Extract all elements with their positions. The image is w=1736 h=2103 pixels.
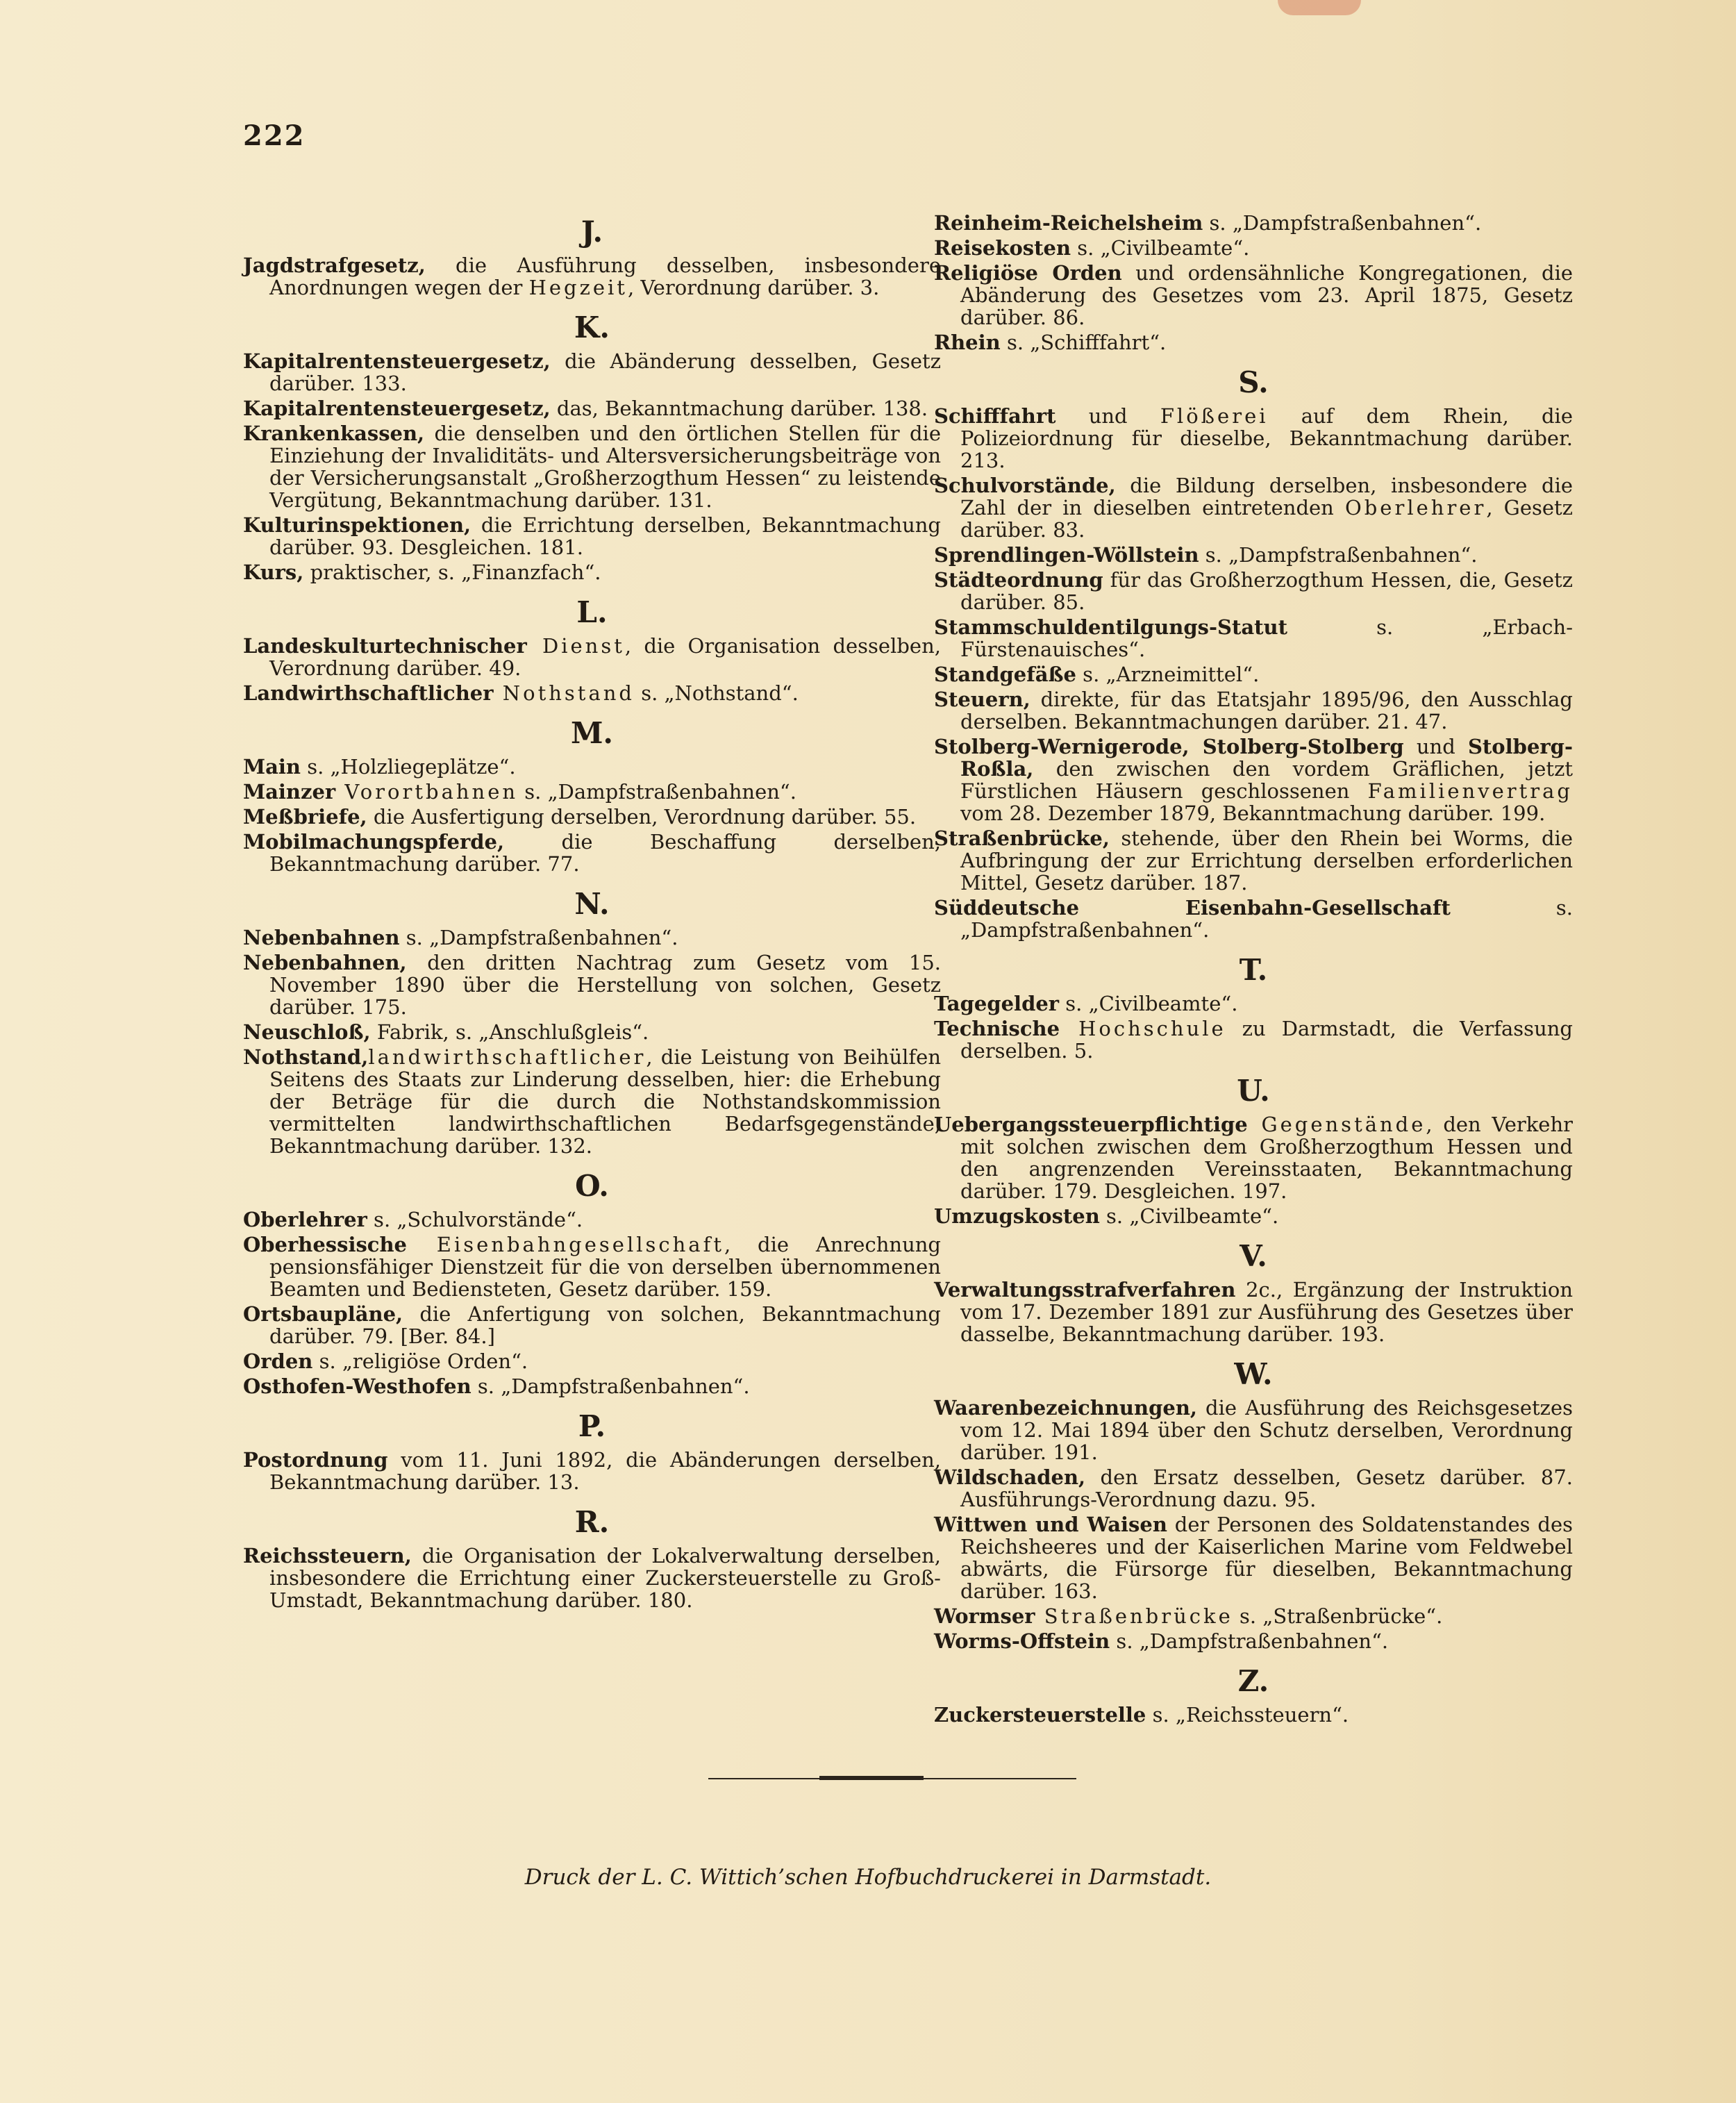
- index-entry: Mainzer Vorortbahnen s. „Dampfstraßenbahnen“.: [243, 780, 796, 804]
- section-letter-w: W.: [1234, 1357, 1273, 1391]
- index-entry: Technische Hochschule zu Darmstadt, die Verfassung derselben. 5.: [934, 1017, 1573, 1063]
- section-letter-l: L.: [576, 595, 608, 629]
- index-entry: Reinheim-Reichelsheim s. „Dampfstraßenbahnen“.: [934, 211, 1482, 235]
- section-letter-n: N.: [574, 887, 610, 921]
- index-entry: Nebenbahnen, den dritten Nachtrag zum Gesetz vom 15. November 1890 über die Herstellung von solchen, Gesetz darüber. 175.: [243, 951, 941, 1019]
- section-letter-k: K.: [574, 310, 610, 344]
- index-entry: Jagdstrafgesetz, die Ausführung desselben, insbesondere Anordnungen wegen der Hegzeit, Verordnung darüber. 3.: [243, 253, 941, 299]
- printer-imprint: Druck der L. C. Wittich’schen Hofbuchdruckerei in Darmstadt.: [524, 1865, 1212, 1890]
- index-entry: Süddeutsche Eisenbahn-Gesellschaft s. „Dampfstraßenbahnen“.: [934, 896, 1573, 942]
- index-entry: Oberlehrer s. „Schulvorstände“.: [243, 1208, 583, 1231]
- index-entry: Schifffahrt und Flößerei auf dem Rhein, die Polizeiordnung für dieselbe, Bekanntmachung darüber. 213.: [934, 404, 1573, 472]
- index-entry: Religiöse Orden und ordensähnliche Kongregationen, die Abänderung des Gesetzes vom 23. April 1875, Gesetz darüber. 86.: [934, 261, 1574, 329]
- paper-stain: [1278, 0, 1361, 15]
- section-letter-s: S.: [1238, 365, 1269, 399]
- index-entry: Kapitalrentensteuergesetz, die Abänderung desselben, Gesetz darüber. 133.: [243, 349, 941, 395]
- index-entry: Uebergangssteuerpflichtige Gegenstände, den Verkehr mit solchen zwischen dem Großherzogthum Hessen und den angrenzenden Vereinsstaaten, Bekanntmachung darüber. 179. Desgleichen. 197.: [934, 1113, 1573, 1203]
- index-entry: Standgefäße s. „Arzneimittel“.: [934, 663, 1260, 686]
- index-entry: Wittwen und Waisen der Personen des Soldatenstandes des Reichsheeres und der Kaiserlichen Marine vom Feldwebel abwärts, die Fürsorge für dieselben, Bekanntmachung darüber. 163.: [934, 1513, 1573, 1603]
- index-entry: Kurs, praktischer, s. „Finanzfach“.: [243, 560, 601, 584]
- index-entry: Meßbriefe, die Ausfertigung derselben, Verordnung darüber. 55.: [243, 805, 917, 829]
- index-entry: Steuern, direkte, für das Etatsjahr 1895/96, den Ausschlag derselben. Bekanntmachungen darüber. 21. 47.: [934, 688, 1573, 733]
- index-entry: Postordnung vom 11. Juni 1892, die Abänderungen derselben, Bekanntmachung darüber. 13.: [243, 1448, 941, 1494]
- index-entry: Reisekosten s. „Civilbeamte“.: [934, 236, 1250, 260]
- index-entry: Stammschuldentilgungs-Statut s. „Erbach-Fürstenauisches“.: [934, 615, 1573, 661]
- index-entry: Zuckersteuerstelle s. „Reichssteuern“.: [934, 1703, 1349, 1727]
- section-letter-u: U.: [1237, 1074, 1270, 1108]
- index-entry: Sprendlingen-Wöllstein s. „Dampfstraßenbahnen“.: [934, 543, 1478, 567]
- index-entry: Neuschloß, Fabrik, s. „Anschlußgleis“.: [243, 1020, 649, 1044]
- section-letter-v: V.: [1240, 1239, 1267, 1273]
- section-letter-t: T.: [1239, 953, 1268, 987]
- index-entry: Umzugskosten s. „Civilbeamte“.: [934, 1204, 1279, 1228]
- index-entry: Landeskulturtechnischer Dienst, die Organisation desselben, Verordnung darüber. 49.: [243, 634, 941, 680]
- section-letter-p: P.: [578, 1409, 606, 1443]
- index-entry: Verwaltungsstrafverfahren 2c., Ergänzung der Instruktion vom 17. Dezember 1891 zur Ausführung des Gesetzes über dasselbe, Bekanntmachung darüber. 193.: [934, 1278, 1573, 1346]
- section-letter-m: M.: [570, 716, 614, 750]
- index-entry: Rhein s. „Schifffahrt“.: [934, 331, 1167, 354]
- index-entry: Wormser Straßenbrücke s. „Straßenbrücke“.: [934, 1604, 1443, 1628]
- index-entry: Kapitalrentensteuergesetz, das, Bekanntmachung darüber. 138.: [243, 397, 928, 420]
- index-entry: Ortsbaupläne, die Anfertigung von solchen, Bekanntmachung darüber. 79. [Ber. 84.]: [243, 1302, 941, 1348]
- section-letter-z: Z.: [1237, 1664, 1269, 1698]
- index-column-right: [934, 212, 1573, 1729]
- index-entry: Städteordnung für das Großherzogthum Hessen, die, Gesetz darüber. 85.: [934, 568, 1573, 614]
- index-entry: Oberhessische Eisenbahngesellschaft, die Anrechnung pensionsfähiger Dienstzeit für die von derselben übernommenen Beamten und Bediensteten, Gesetz darüber. 159.: [243, 1233, 941, 1301]
- closing-rule-ornament: [819, 1776, 924, 1780]
- index-entry: Tagegelder s. „Civilbeamte“.: [934, 992, 1238, 1015]
- index-entry: Schulvorstände, die Bildung derselben, insbesondere die Zahl der in dieselben eintretenden Oberlehrer, Gesetz darüber. 83.: [934, 474, 1573, 542]
- section-letter-o: O.: [575, 1169, 609, 1203]
- index-entry: Landwirthschaftlicher Nothstand s. „Nothstand“.: [243, 681, 799, 705]
- index-entry: Kulturinspektionen, die Errichtung derselben, Bekanntmachung darüber. 93. Desgleichen. 181.: [243, 513, 941, 559]
- index-entry: Main s. „Holzliegeplätze“.: [243, 755, 516, 779]
- index-entry: Nebenbahnen s. „Dampfstraßenbahnen“.: [243, 926, 678, 949]
- index-entry: Nothstand,landwirthschaftlicher, die Leistung von Beihülfen Seitens des Staats zur Linderung desselben, hier: die Erhebung der Beträge für die durch die Nothstandskommission vermittelten landwirthschaftlichen Bedarfsgegenstände, Bekanntmachung darüber. 132.: [243, 1045, 941, 1158]
- index-entry: Orden s. „religiöse Orden“.: [243, 1349, 528, 1373]
- page-number: 222: [243, 119, 306, 152]
- index-entry: Reichssteuern, die Organisation der Lokalverwaltung derselben, insbesondere die Errichtung einer Zuckersteuerstelle zu Groß-Umstadt, Bekanntmachung darüber. 180.: [243, 1544, 941, 1612]
- index-entry: Straßenbrücke, stehende, über den Rhein bei Worms, die Aufbringung der zur Errichtung derselben erforderlichen Mittel, Gesetz darüber. 187.: [934, 826, 1573, 895]
- index-entry: Stolberg-Wernigerode, Stolberg-Stolberg und Stolberg-Roßla, den zwischen den vordem Gräflichen, jetzt Fürstlichen Häusern geschlossenen Familienvertrag vom 28. Dezember 1879, Bekanntmachung darüber. 199.: [934, 735, 1573, 825]
- section-letter-j: J.: [581, 215, 603, 249]
- index-entry: Krankenkassen, die denselben und den örtlichen Stellen für die Einziehung der Invaliditäts- und Altersversicherungsbeiträge von der Versicherungsanstalt „Großherzogthum Hessen“ zu leistende Vergütung, Bekanntmachung darüber. 131.: [243, 422, 941, 512]
- index-column-left: [243, 203, 941, 1614]
- index-entry: Wildschaden, den Ersatz desselben, Gesetz darüber. 87. Ausführungs-Verordnung dazu. 95.: [934, 1465, 1573, 1511]
- index-entry: Waarenbezeichnungen, die Ausführung des Reichsgesetzes vom 12. Mai 1894 über den Schutz derselben, Verordnung darüber. 191.: [934, 1396, 1573, 1464]
- index-entry: Mobilmachungspferde, die Beschaffung derselben, Bekanntmachung darüber. 77.: [243, 830, 941, 876]
- section-letter-r: R.: [574, 1505, 610, 1539]
- index-entry: Osthofen-Westhofen s. „Dampfstraßenbahnen“.: [243, 1374, 750, 1398]
- index-entry: Worms-Offstein s. „Dampfstraßenbahnen“.: [934, 1629, 1389, 1653]
